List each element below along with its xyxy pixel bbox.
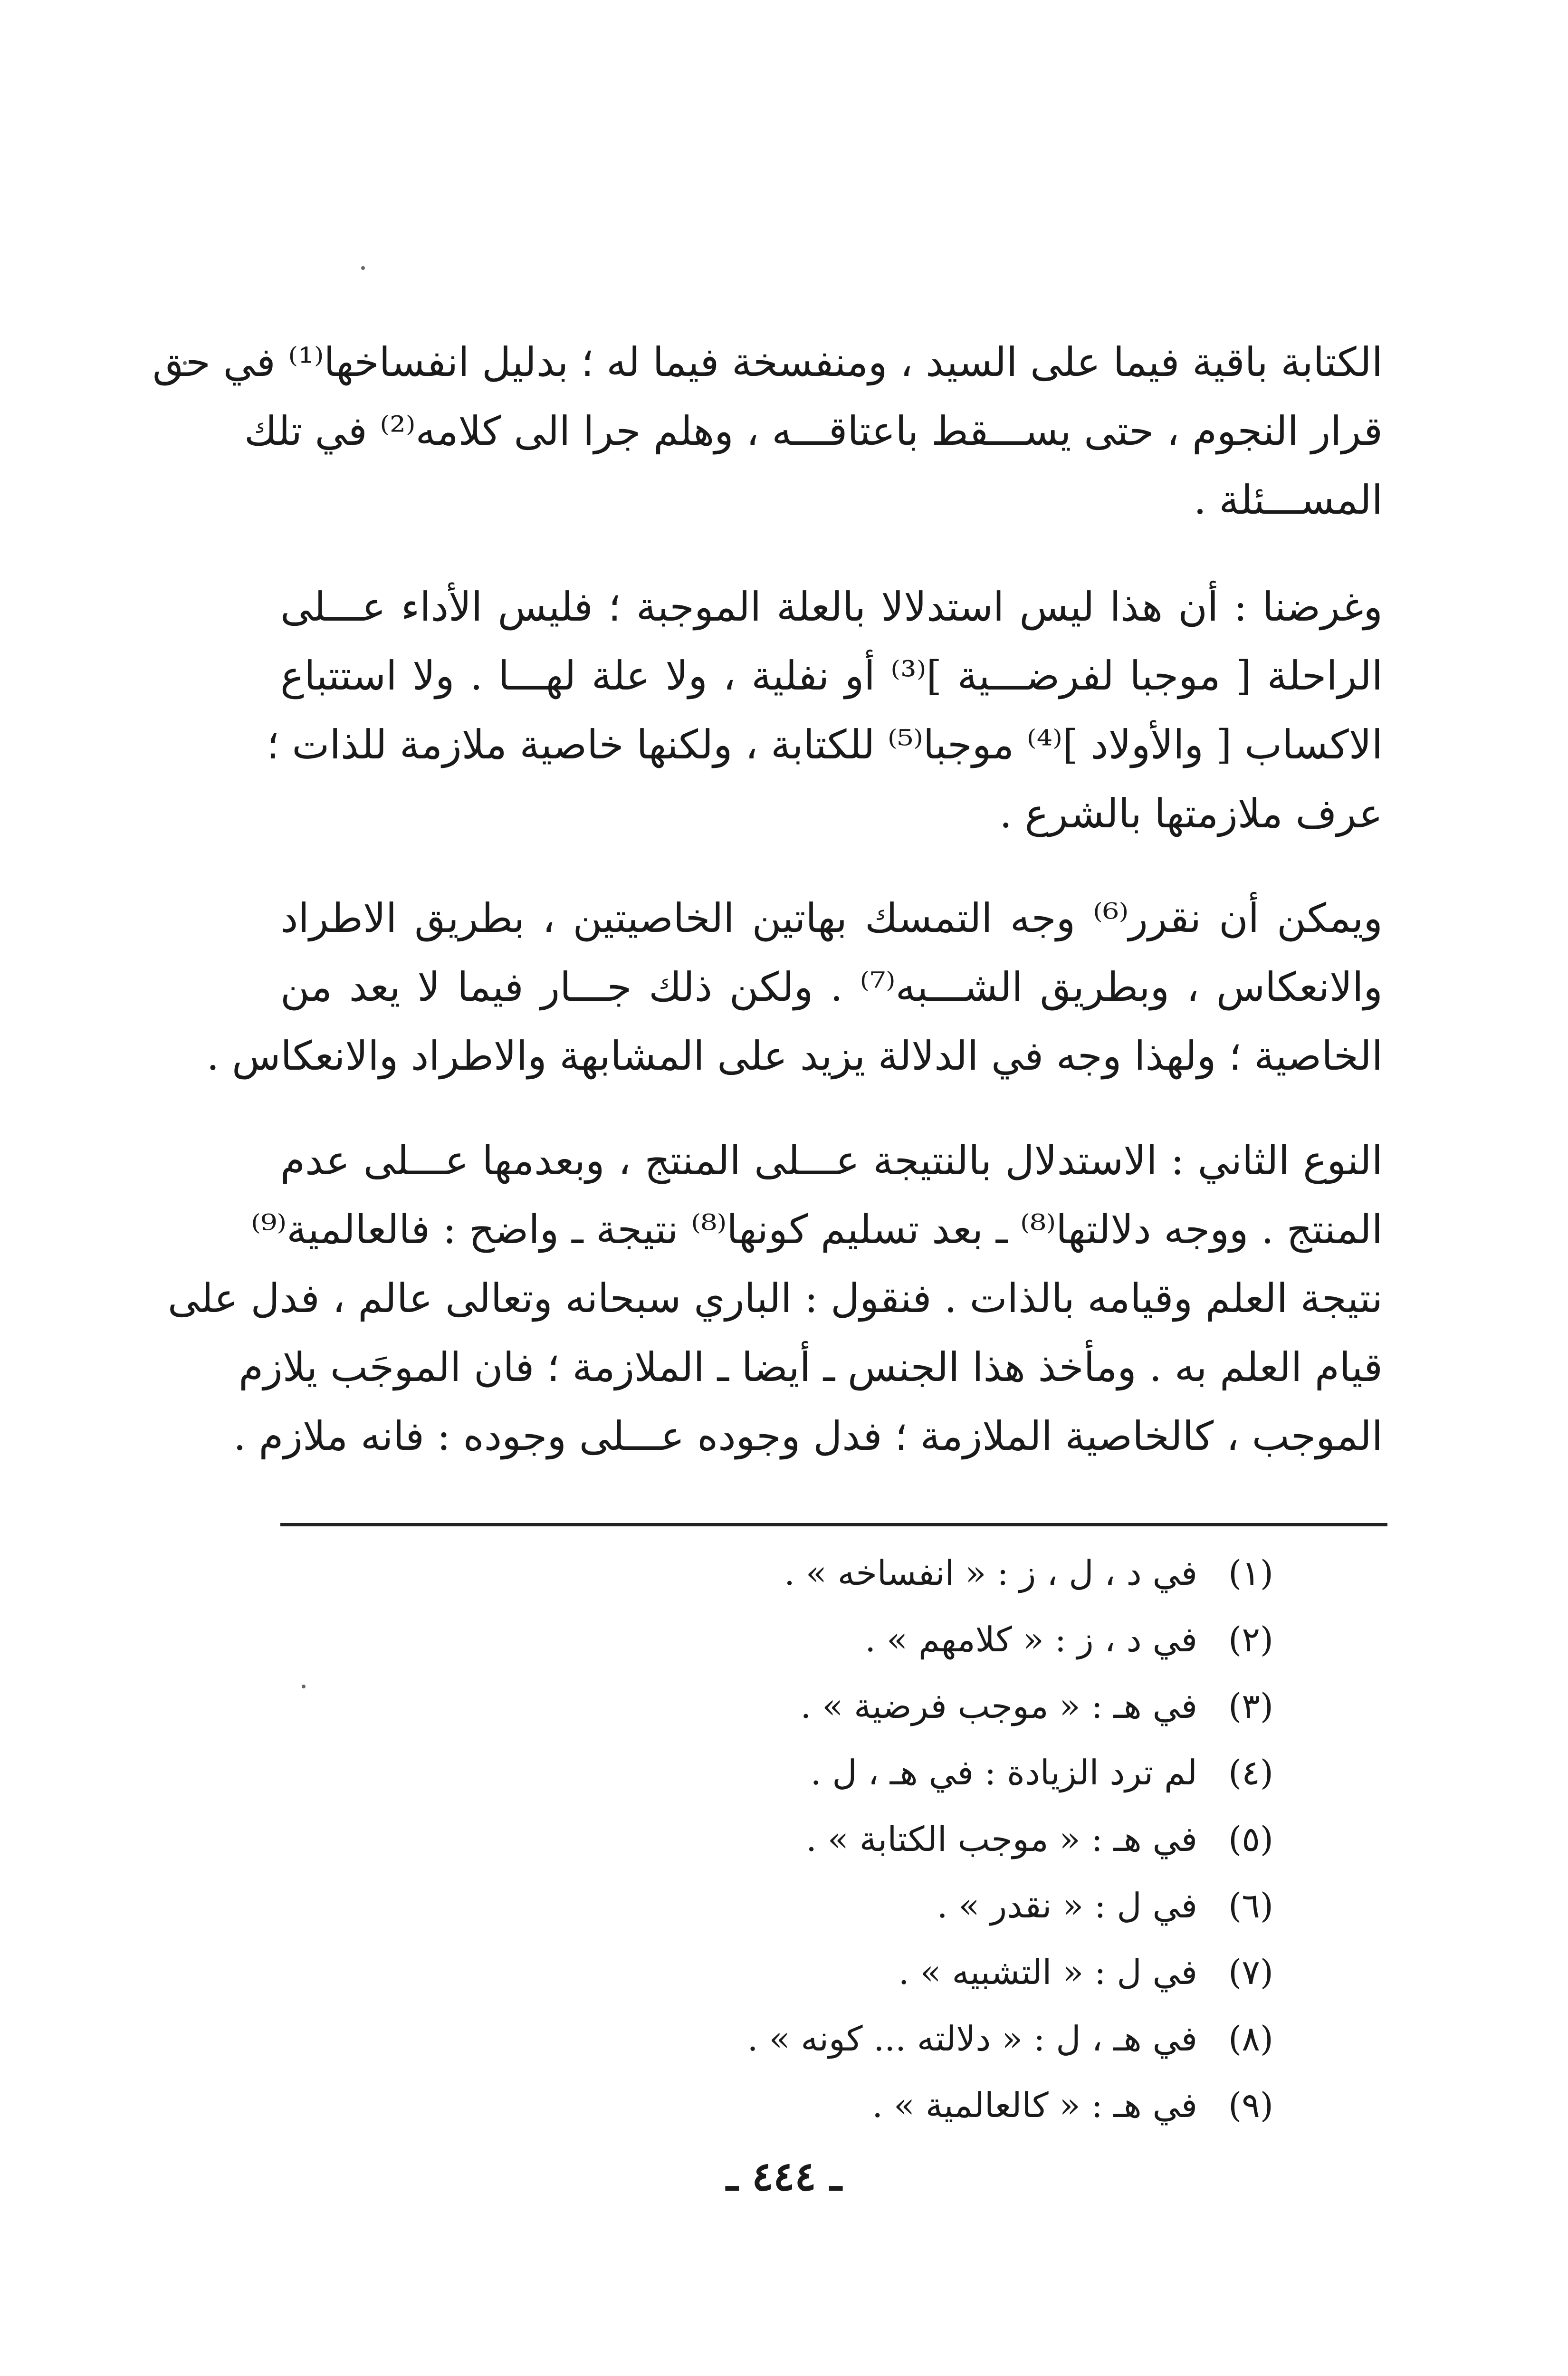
footnote-item bbox=[418, 1673, 1273, 1739]
text-line: وغرضنا : أن هذا ليس استدلالا بالعلة الموجبة ؛ فليس الأداء عـــلى bbox=[280, 584, 1383, 630]
text-line: الاكساب [ والأولاد ]⁽⁴⁾ موجبا⁽⁵⁾ للكتابة ، ولكنها خاصية ملازمة للذات ؛ bbox=[267, 721, 1383, 768]
footnote-text: في د ، ل ، ز : « انفساخه » . bbox=[784, 1553, 1197, 1593]
footnote-text: في هـ ، ل : « دلالته ... كونه » . bbox=[747, 2019, 1197, 2059]
body-paragraph-3 bbox=[206, 884, 1383, 1091]
text-line: الراحلة [ موجبا لفرضـــية ]⁽³⁾ أو نفلية ، ولا علة لهـــا . ولا استتباع bbox=[280, 652, 1383, 699]
footnote-item bbox=[418, 1939, 1273, 2005]
footnote-text: في د ، ز : « كلامهم » . bbox=[865, 1619, 1197, 1659]
footnote-item bbox=[418, 1806, 1273, 1872]
footnote-number: (٦) bbox=[1228, 1886, 1273, 1926]
footnote-item bbox=[418, 1540, 1273, 1606]
footnote-number: (٣) bbox=[1228, 1686, 1273, 1726]
footnote-text: في هـ : « موجب الكتابة » . bbox=[806, 1819, 1197, 1859]
footnote-number: (٢) bbox=[1228, 1619, 1273, 1659]
footnote-item bbox=[418, 1872, 1273, 1939]
footnote-text: لم ترد الزيادة : في هـ ، ل . bbox=[810, 1753, 1197, 1792]
footnote-number: (٩) bbox=[1228, 2085, 1273, 2125]
body-paragraph-2 bbox=[267, 573, 1383, 848]
page-number: ـ ٤٤٤ ـ bbox=[726, 2153, 842, 2200]
footnote-number: (٨) bbox=[1228, 2019, 1273, 2059]
text-line: النوع الثاني : الاستدلال بالنتيجة عـــلى المنتج ، وبعدمها عـــلى عدم bbox=[280, 1137, 1383, 1184]
footnote-number: (١) bbox=[1228, 1553, 1273, 1593]
footnote-number: (٧) bbox=[1228, 1952, 1273, 1992]
text-line: الخاصية ؛ ولهذا وجه في الدلالة يزيد على المشابهة والاطراد والانعكاس . bbox=[206, 1033, 1383, 1079]
footnote-item bbox=[418, 2072, 1273, 2138]
text-line: المســـئلة . bbox=[1194, 477, 1383, 523]
text-line: قيام العلم به . ومأخذ هذا الجنس ـ أيضا ـ الملازمة ؛ فان الموجَب يلازم bbox=[239, 1344, 1383, 1390]
text-line: الكتابة باقية فيما على السيد ، ومنفسخة فيما له ؛ بدليل انفساخها⁽¹⁾ في حق bbox=[152, 339, 1383, 385]
text-line: والانعكاس ، وبطريق الشـــبه⁽⁷⁾ . ولكن ذلك جـــار فيما لا يعد من bbox=[280, 964, 1383, 1010]
body-paragraph-1 bbox=[152, 328, 1383, 535]
text-line: عرف ملازمتها بالشرع . bbox=[999, 790, 1383, 837]
footnote-item bbox=[418, 1606, 1273, 1673]
scan-speck bbox=[302, 1685, 306, 1688]
footnote-separator bbox=[280, 1523, 1387, 1526]
footnote-text: في هـ : « موجب فرضية » . bbox=[800, 1686, 1197, 1726]
body-paragraph-4 bbox=[167, 1126, 1383, 1471]
footnote-text: في هـ : « كالعالمية » . bbox=[872, 2085, 1197, 2125]
text-line: ويمكن أن نقرر⁽⁶⁾ وجه التمسك بهاتين الخاصيتين ، بطريق الاطراد bbox=[280, 895, 1383, 941]
footnote-item bbox=[418, 2005, 1273, 2072]
footnote-item bbox=[418, 1739, 1273, 1806]
footnote-number: (٤) bbox=[1228, 1753, 1273, 1792]
footnote-text: في ل : « التشبيه » . bbox=[898, 1952, 1197, 1992]
footnotes bbox=[418, 1540, 1273, 2138]
footnote-number: (٥) bbox=[1228, 1819, 1273, 1859]
text-line: نتيجة العلم وقيامه بالذات . فنقول : الباري سبحانه وتعالى عالم ، فدل على bbox=[167, 1275, 1383, 1322]
text-line: الموجب ، كالخاصية الملازمة ؛ فدل وجوده عـــلى وجوده : فانه ملازم . bbox=[233, 1413, 1383, 1459]
scan-speck bbox=[361, 266, 365, 270]
text-line: المنتج . ووجه دلالتها⁽⁸⁾ ـ بعد تسليم كونها⁽⁸⁾ نتيجة ـ واضح : فالعالمية⁽⁹⁾ bbox=[251, 1206, 1383, 1253]
footnote-text: في ل : « نقدر » . bbox=[937, 1886, 1197, 1926]
text-line: قرار النجوم ، حتى يســـقط باعتاقـــه ، وهلم جرا الى كلامه⁽²⁾ في تلك bbox=[244, 408, 1383, 454]
